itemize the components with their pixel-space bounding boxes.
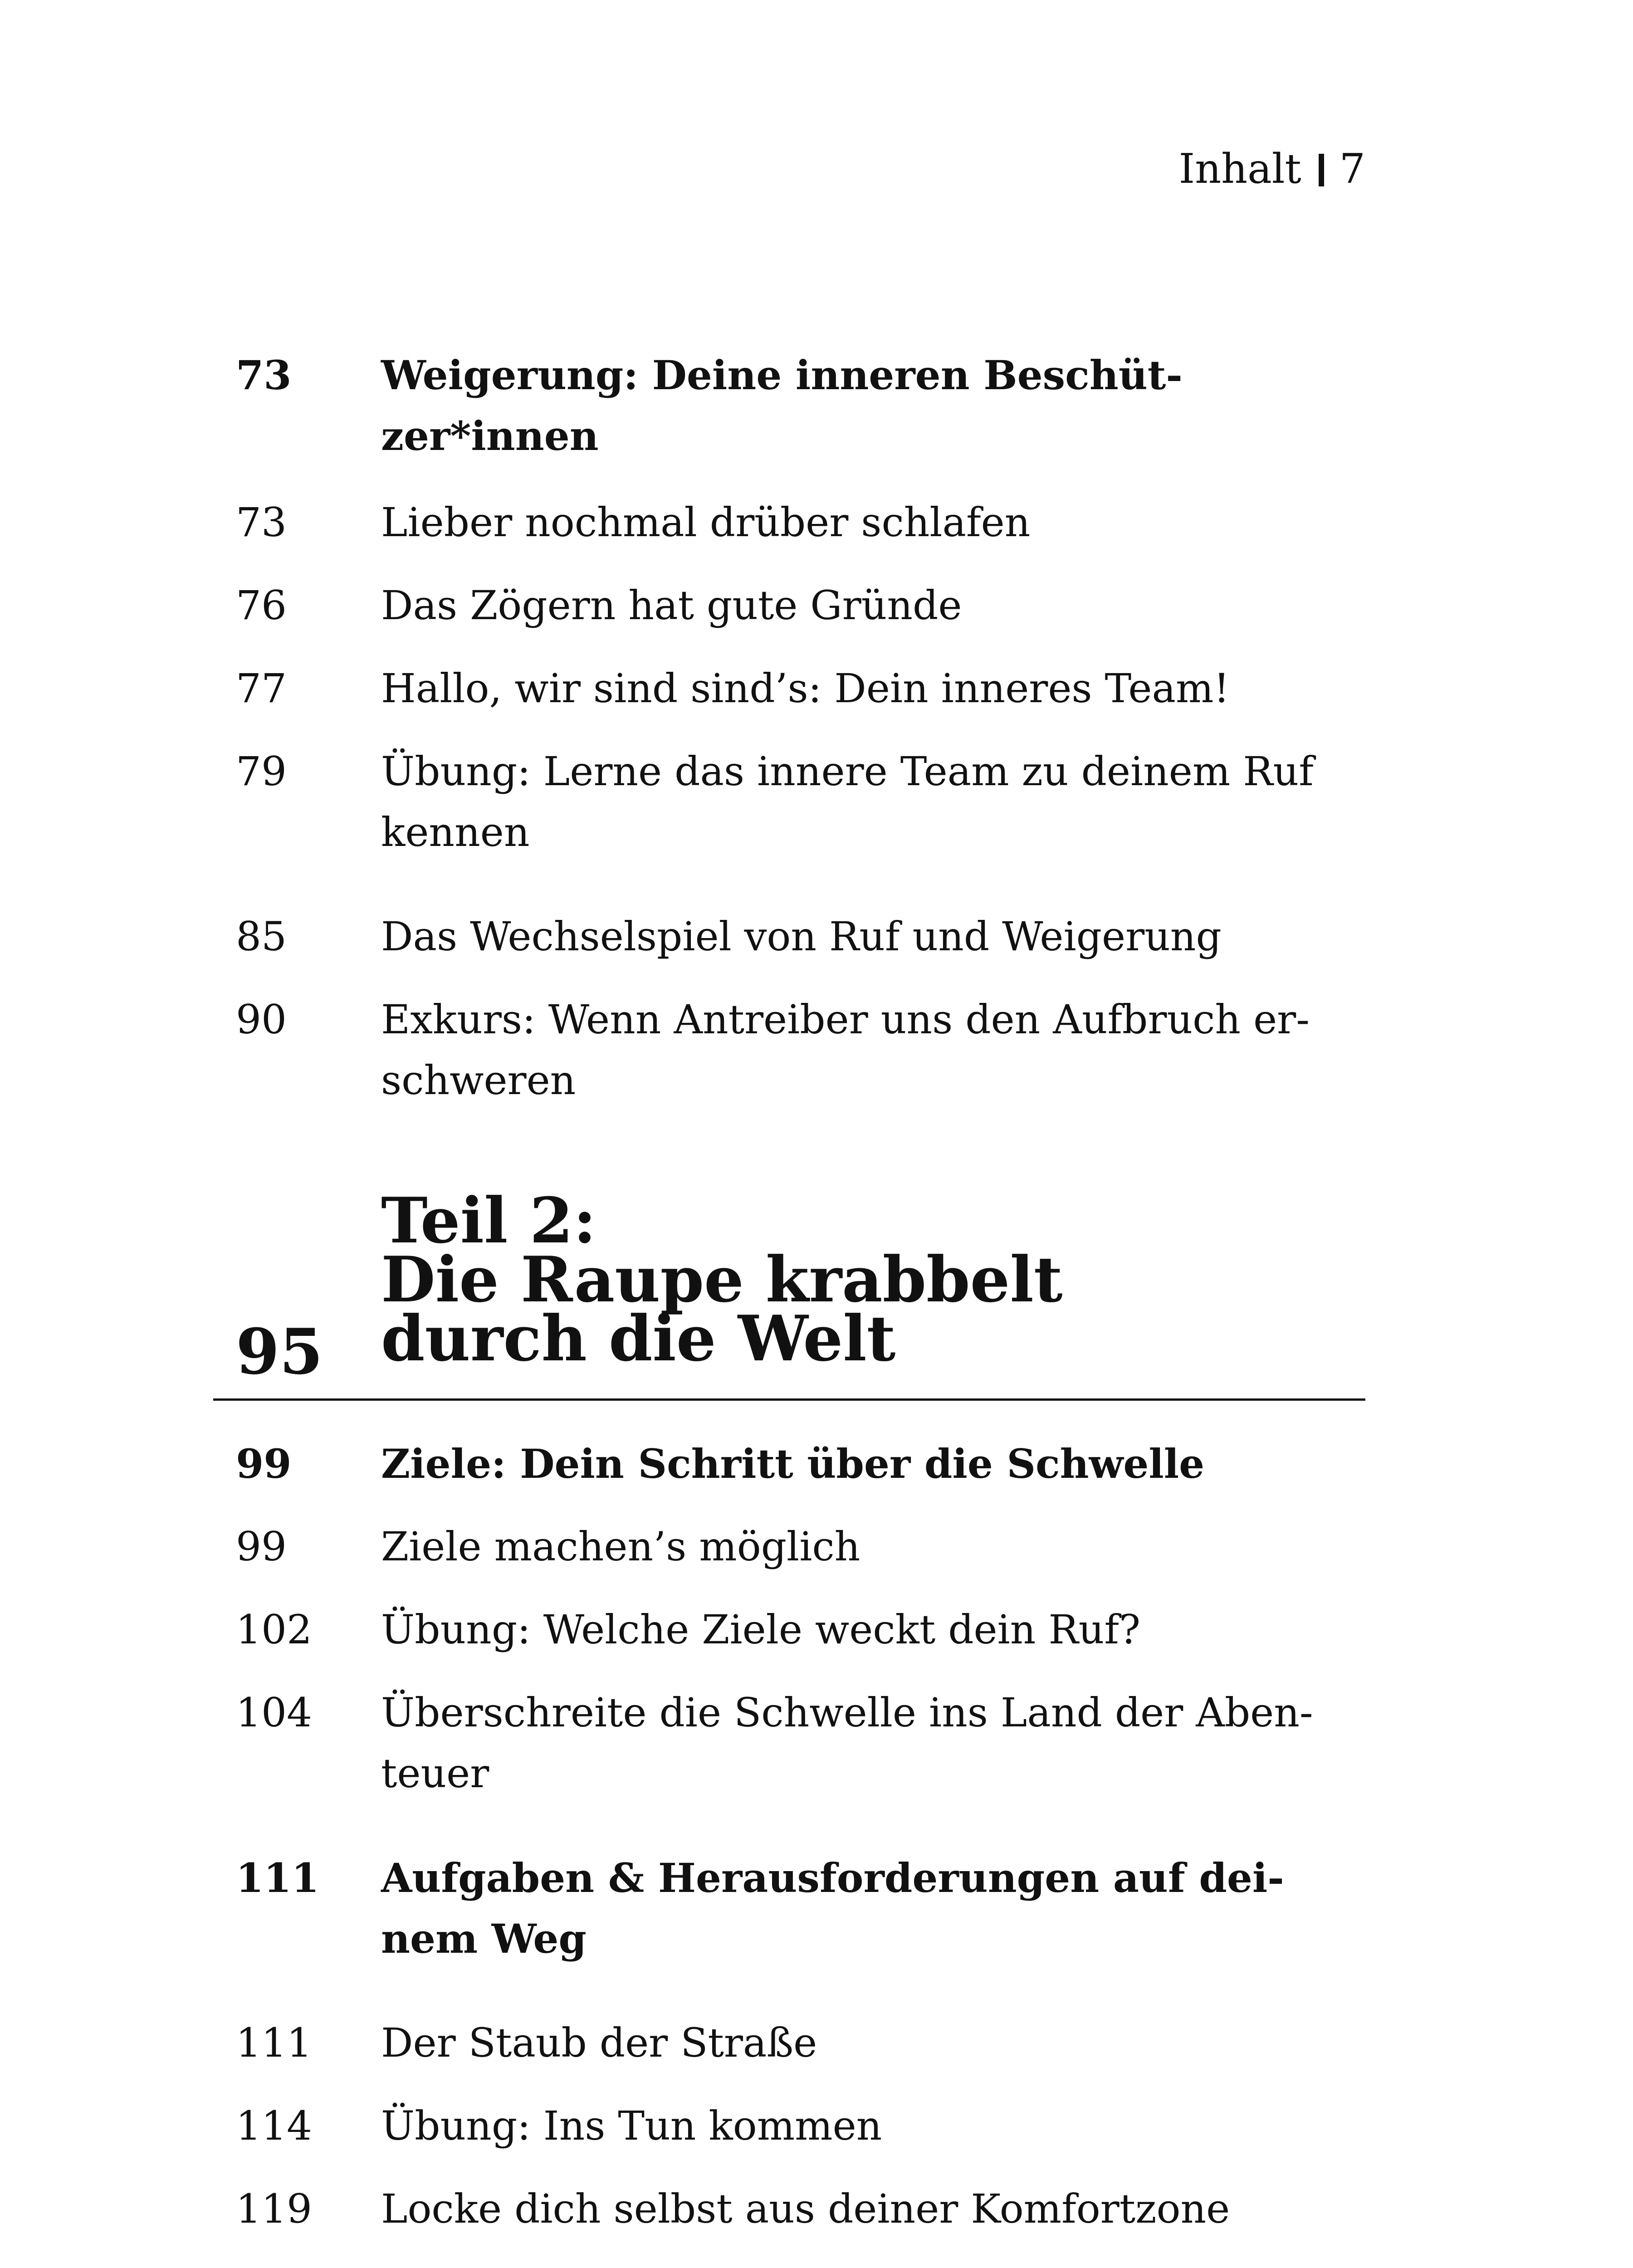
toc-page-number: 73 bbox=[236, 352, 292, 399]
toc-page-number: 99 bbox=[236, 1523, 287, 1570]
part-title-line: Die Raupe krabbelt bbox=[381, 1242, 1063, 1316]
toc-entry-title: Ziele machen’s möglich bbox=[381, 1523, 861, 1570]
toc-page-number: 111 bbox=[236, 2019, 312, 2066]
toc-entry-title: Übung: Lerne das innere Team zu deinem Ruf kennen bbox=[381, 748, 1314, 855]
toc-entry-title: Das Wechselspiel von Ruf und Weigerung bbox=[381, 913, 1222, 960]
toc-entry-title: Weigerung: Deine inneren Beschüt- zer*innen bbox=[381, 352, 1183, 459]
toc-page-number: 119 bbox=[236, 2185, 312, 2232]
toc-page-number: 114 bbox=[236, 2102, 312, 2149]
running-head-separator bbox=[1319, 154, 1324, 186]
part-divider-rule bbox=[213, 1398, 1365, 1401]
toc-page-number: 77 bbox=[236, 665, 287, 712]
toc-page-number: 79 bbox=[236, 748, 287, 795]
toc-page-number: 76 bbox=[236, 582, 287, 629]
toc-page-number: 104 bbox=[236, 1689, 312, 1736]
toc-page-number: 111 bbox=[236, 1854, 319, 1901]
toc-entry-title: Locke dich selbst aus deiner Komfortzone bbox=[381, 2185, 1230, 2232]
toc-page-number: 90 bbox=[236, 996, 287, 1043]
toc-entry-title: Exkurs: Wenn Antreiber uns den Aufbruch er- schweren bbox=[381, 996, 1310, 1104]
toc-page-number: 73 bbox=[236, 499, 287, 546]
toc-page-number: 102 bbox=[236, 1606, 312, 1653]
toc-page-number: 99 bbox=[236, 1440, 292, 1487]
toc-entry-title: Ziele: Dein Schritt über die Schwelle bbox=[381, 1440, 1205, 1487]
toc-entry-title: Übung: Ins Tun kommen bbox=[381, 2102, 882, 2149]
part-title-line: durch die Welt bbox=[381, 1301, 896, 1375]
toc-entry-title: Der Staub der Straße bbox=[381, 2019, 817, 2066]
part-page-number: 95 bbox=[236, 1315, 323, 1388]
toc-entry-title: Übung: Welche Ziele weckt dein Ruf? bbox=[381, 1606, 1141, 1653]
toc-entry-title: Das Zögern hat gute Gründe bbox=[381, 582, 962, 629]
toc-entry-title: Lieber nochmal drüber schlafen bbox=[381, 499, 1031, 546]
running-head bbox=[1179, 144, 1365, 194]
running-head-section: Inhalt bbox=[1178, 145, 1301, 193]
running-head-page-number: 7 bbox=[1339, 145, 1365, 193]
part-heading bbox=[0, 1183, 1633, 1388]
toc-entry-title: Überschreite die Schwelle ins Land der Aben- teuer bbox=[381, 1689, 1313, 1797]
toc-entry-title: Aufgaben & Herausforderungen auf dei- nem Weg bbox=[381, 1854, 1284, 1962]
part-title bbox=[381, 1183, 1470, 1375]
toc-page-number: 85 bbox=[236, 913, 287, 960]
toc-entry-title: Hallo, wir sind sind’s: Dein inneres Team! bbox=[381, 665, 1230, 712]
part-title-line: Teil 2: bbox=[381, 1183, 596, 1257]
